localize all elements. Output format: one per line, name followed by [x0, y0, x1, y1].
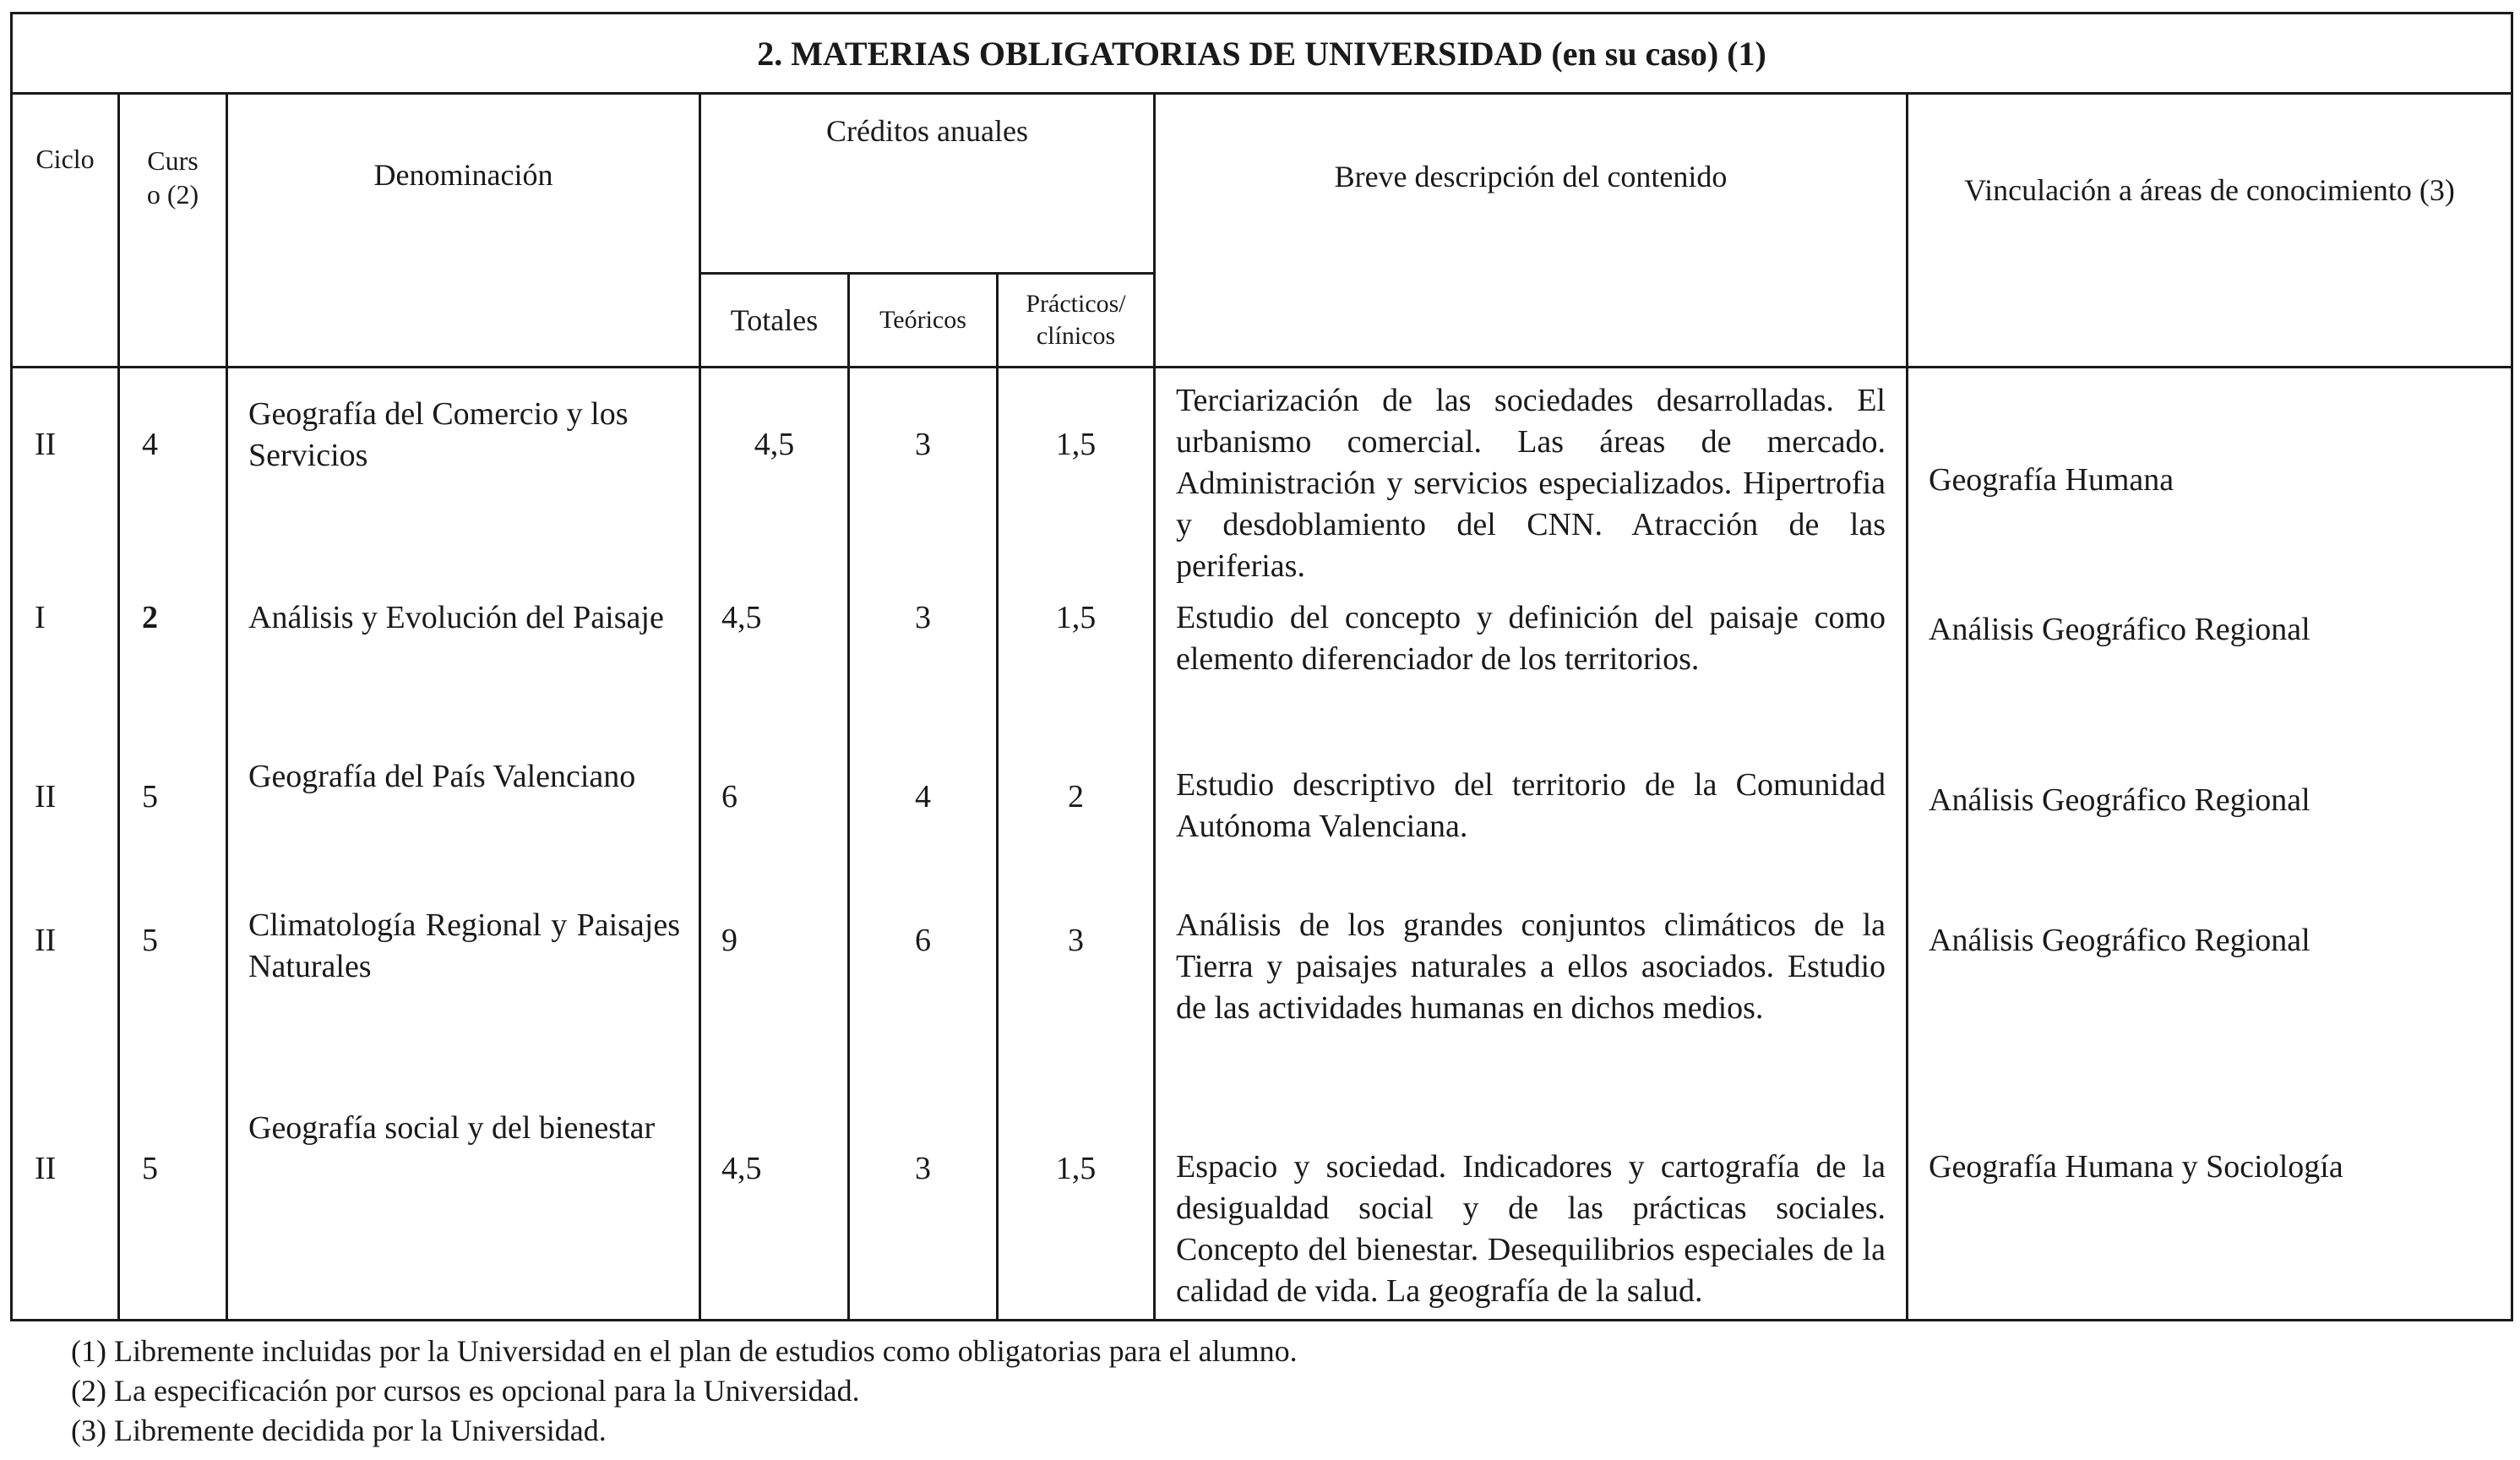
cell-ciclo: I [12, 594, 119, 729]
cell-totales: 4,5 [700, 368, 849, 594]
cell-teoricos: 3 [849, 368, 998, 594]
table-row [12, 729, 2512, 881]
cell-vinculacion: Geografía Humana [1908, 368, 2512, 594]
footnote-3: (3) Libremente decidida por la Universidad. [71, 1414, 607, 1447]
cell-descripcion: Terciarización de las sociedades desarrolladas. El urbanismo comercial. Las áreas de mercado. Administración y servicios especializados. Hipertrofia y desdoblamiento del CNN. Atracción de las periferias. [1155, 368, 1908, 594]
footnote-1: (1) Libremente incluidas por la Universidad en el plan de estudios como obligatorias para el alumno. [71, 1334, 1298, 1368]
header-creditos-anuales: Créditos anuales [700, 94, 1155, 274]
header-curso-line2: o (2) [146, 179, 199, 210]
cell-practicos: 1,5 [998, 1077, 1155, 1321]
cell-curso: 5 [119, 1077, 227, 1321]
cell-descripcion: Espacio y sociedad. Indicadores y cartografía de la desigualdad social y de las prácticas sociales. Concepto del bienestar. Desequilibrios especiales de la calidad de vida. La geografía de la salud. [1155, 1077, 1908, 1321]
cell-curso: 5 [119, 881, 227, 1077]
cell-ciclo: II [12, 729, 119, 881]
cell-curso: 5 [119, 729, 227, 881]
cell-practicos: 2 [998, 729, 1155, 881]
cell-denominacion: Geografía del Comercio y los Servicios [227, 368, 700, 594]
footnote-2: (2) La especificación por cursos es opcional para la Universidad. [71, 1374, 860, 1408]
table-row [12, 368, 2512, 594]
cell-vinculacion: Geografía Humana y Sociología [1908, 1077, 2512, 1321]
cell-vinculacion: Análisis Geográfico Regional [1908, 594, 2512, 729]
cell-ciclo: II [12, 368, 119, 594]
cell-teoricos: 4 [849, 729, 998, 881]
header-ciclo: Ciclo [12, 94, 119, 368]
cell-descripcion: Estudio del concepto y definición del paisaje como elemento diferenciador de los territorios. [1155, 594, 1908, 729]
cell-curso: 4 [119, 368, 227, 594]
cell-totales: 4,5 [700, 1077, 849, 1321]
cell-ciclo: II [12, 1077, 119, 1321]
header-curso-line1: Curs [147, 145, 199, 176]
cell-ciclo: II [12, 881, 119, 1077]
table-title: 2. MATERIAS OBLIGATORIAS DE UNIVERSIDAD (en su caso) (1) [12, 14, 2512, 94]
header-breve-descripcion: Breve descripción del contenido [1155, 94, 1908, 368]
cell-curso: 2 [119, 594, 227, 729]
cell-denominacion: Climatología Regional y Paisajes Naturales [227, 881, 700, 1077]
header-totales: Totales [700, 274, 849, 368]
header-teoricos: Teóricos [849, 274, 998, 368]
header-practicos-line2: clínicos [1036, 322, 1116, 350]
cell-totales: 6 [700, 729, 849, 881]
table-row [12, 1077, 2512, 1321]
cell-practicos: 1,5 [998, 368, 1155, 594]
header-practicos [998, 274, 1155, 368]
cell-teoricos: 3 [849, 594, 998, 729]
cell-denominacion: Geografía social y del bienestar [227, 1077, 700, 1321]
cell-denominacion: Análisis y Evolución del Paisaje [227, 594, 700, 729]
cell-denominacion: Geografía del País Valenciano [227, 729, 700, 881]
cell-totales: 9 [700, 881, 849, 1077]
header-vinculacion: Vinculación a áreas de conocimiento (3) [1908, 94, 2512, 368]
header-practicos-line1: Prácticos/ [1026, 290, 1126, 318]
cell-vinculacion: Análisis Geográfico Regional [1908, 729, 2512, 881]
cell-teoricos: 6 [849, 881, 998, 1077]
cell-descripcion: Estudio descriptivo del territorio de la Comunidad Autónoma Valenciana. [1155, 729, 1908, 881]
header-denominacion: Denominación [227, 94, 700, 368]
cell-totales: 4,5 [700, 594, 849, 729]
cell-teoricos: 3 [849, 1077, 998, 1321]
header-curso [119, 94, 227, 368]
cell-practicos: 1,5 [998, 594, 1155, 729]
cell-descripcion: Análisis de los grandes conjuntos climáticos de la Tierra y paisajes naturales a ellos asociados. Estudio de las actividades humanas en dichos medios. [1155, 881, 1908, 1077]
table-row [12, 594, 2512, 729]
cell-practicos: 3 [998, 881, 1155, 1077]
footnotes [71, 1332, 1298, 1451]
cell-vinculacion: Análisis Geográfico Regional [1908, 881, 2512, 1077]
subjects-table [10, 12, 2513, 1321]
table-row [12, 881, 2512, 1077]
